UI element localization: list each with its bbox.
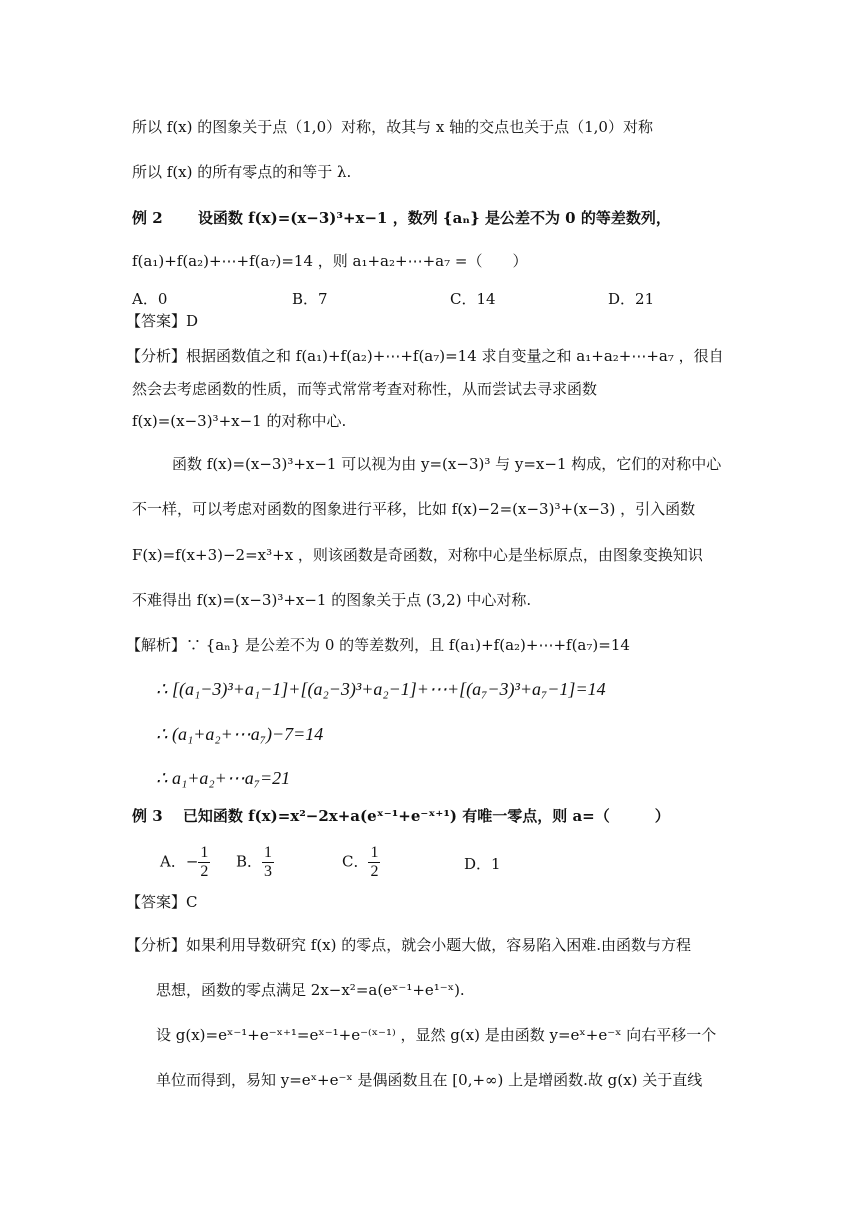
answer-label: 【答案】D xyxy=(126,312,199,330)
option-c: C．14 xyxy=(450,290,496,308)
option-b: B．7 xyxy=(292,290,328,308)
ex3-option-a: A．− $\frac{1}{2}$ xyxy=(160,844,209,880)
analysis-line: 然会去考虑函数的性质，而等式常常考查对称性，从而尝试去寻求函数 xyxy=(132,380,598,398)
example-3-heading: 例 3 已知函数 f(x)=x²−2x+a(eˣ⁻¹+e⁻ˣ⁺¹) 有唯一零点，则 a=（ ） xyxy=(132,807,670,825)
analysis-line: 思想，函数的零点满足 2x−x²=a(eˣ⁻¹+e¹⁻ˣ). xyxy=(156,981,465,999)
analysis-line: 函数 f(x)=(x−3)³+x−1 可以视为由 y=(x−3)³ 与 y=x−1 构成，它们的对称中心 xyxy=(172,455,722,473)
fraction: $\frac{1}{3}$ xyxy=(264,844,273,880)
option-d: D．21 xyxy=(608,290,655,308)
solution-step: ∴ a₁+a₂+⋯a₇=21 xyxy=(156,768,291,788)
ex3-option-c: C． $\frac{1}{2}$ xyxy=(342,844,379,880)
text-line: 所以 f(x) 的图象关于点（1,0）对称，故其与 x 轴的交点也关于点（1,0）对称 xyxy=(132,118,653,136)
answer-label: 【答案】C xyxy=(126,893,198,911)
analysis-line: 【分析】如果利用导数研究 f(x) 的零点，就会小题大做，容易陷入困难.由函数与方程 xyxy=(126,936,692,954)
analysis-line: 不难得出 f(x)=(x−3)³+x−1 的图象关于点 (3,2) 中心对称. xyxy=(132,591,532,609)
option-a: A．0 xyxy=(132,290,168,308)
analysis-line: 不一样，可以考虑对函数的图象进行平移，比如 f(x)−2=(x−3)³+(x−3) ，引入函数 xyxy=(132,500,696,518)
text-line: 所以 f(x) 的所有零点的和等于 λ. xyxy=(132,163,352,181)
solution-step: ∴ (a₁+a₂+⋯a₇)−7=14 xyxy=(156,724,324,744)
ex3-option-b: B． $\frac{1}{3}$ xyxy=(236,844,273,880)
text-line: f(a₁)+f(a₂)+⋯+f(a₇)=14 ，则 a₁+a₂+⋯+a₇ =（ ） xyxy=(132,252,528,270)
solution-line: 【解析】∵ {aₙ} 是公差不为 0 的等差数列，且 f(a₁)+f(a₂)+⋯+f(a₇)=14 xyxy=(126,636,630,654)
solution-step: ∴ [(a₁−3)³+a₁−1]+[(a₂−3)³+a₂−1]+⋯+[(a₇−3)³+a₇−1]=14 xyxy=(156,679,606,699)
analysis-line: 设 g(x)=eˣ⁻¹+e⁻ˣ⁺¹=eˣ⁻¹+e⁻⁽ˣ⁻¹⁾ ，显然 g(x) 是由函数 y=eˣ+e⁻ˣ 向右平移一个 xyxy=(156,1026,717,1044)
analysis-line: F(x)=f(x+3)−2=x³+x ，则该函数是奇函数，对称中心是坐标原点，由图象变换知识 xyxy=(132,546,703,564)
example-2-heading: 例 2 设函数 f(x)=(x−3)³+x−1 ，数列 {aₙ} 是公差不为 0 的等差数列， xyxy=(132,209,671,227)
analysis-line: f(x)=(x−3)³+x−1 的对称中心. xyxy=(132,412,347,430)
analysis-line: 单位而得到，易知 y=eˣ+e⁻ˣ 是偶函数且在 [0,+∞) 上是增函数.故 g(x) 关于直线 xyxy=(156,1071,703,1089)
fraction: $\frac{1}{2}$ xyxy=(370,844,379,880)
analysis-line: 【分析】根据函数值之和 f(a₁)+f(a₂)+⋯+f(a₇)=14 求自变量之和 a₁+a₂+⋯+a₇ ，很自 xyxy=(126,347,724,365)
ex3-option-d: D．1 xyxy=(464,855,501,873)
fraction: $\frac{1}{2}$ xyxy=(200,844,209,880)
